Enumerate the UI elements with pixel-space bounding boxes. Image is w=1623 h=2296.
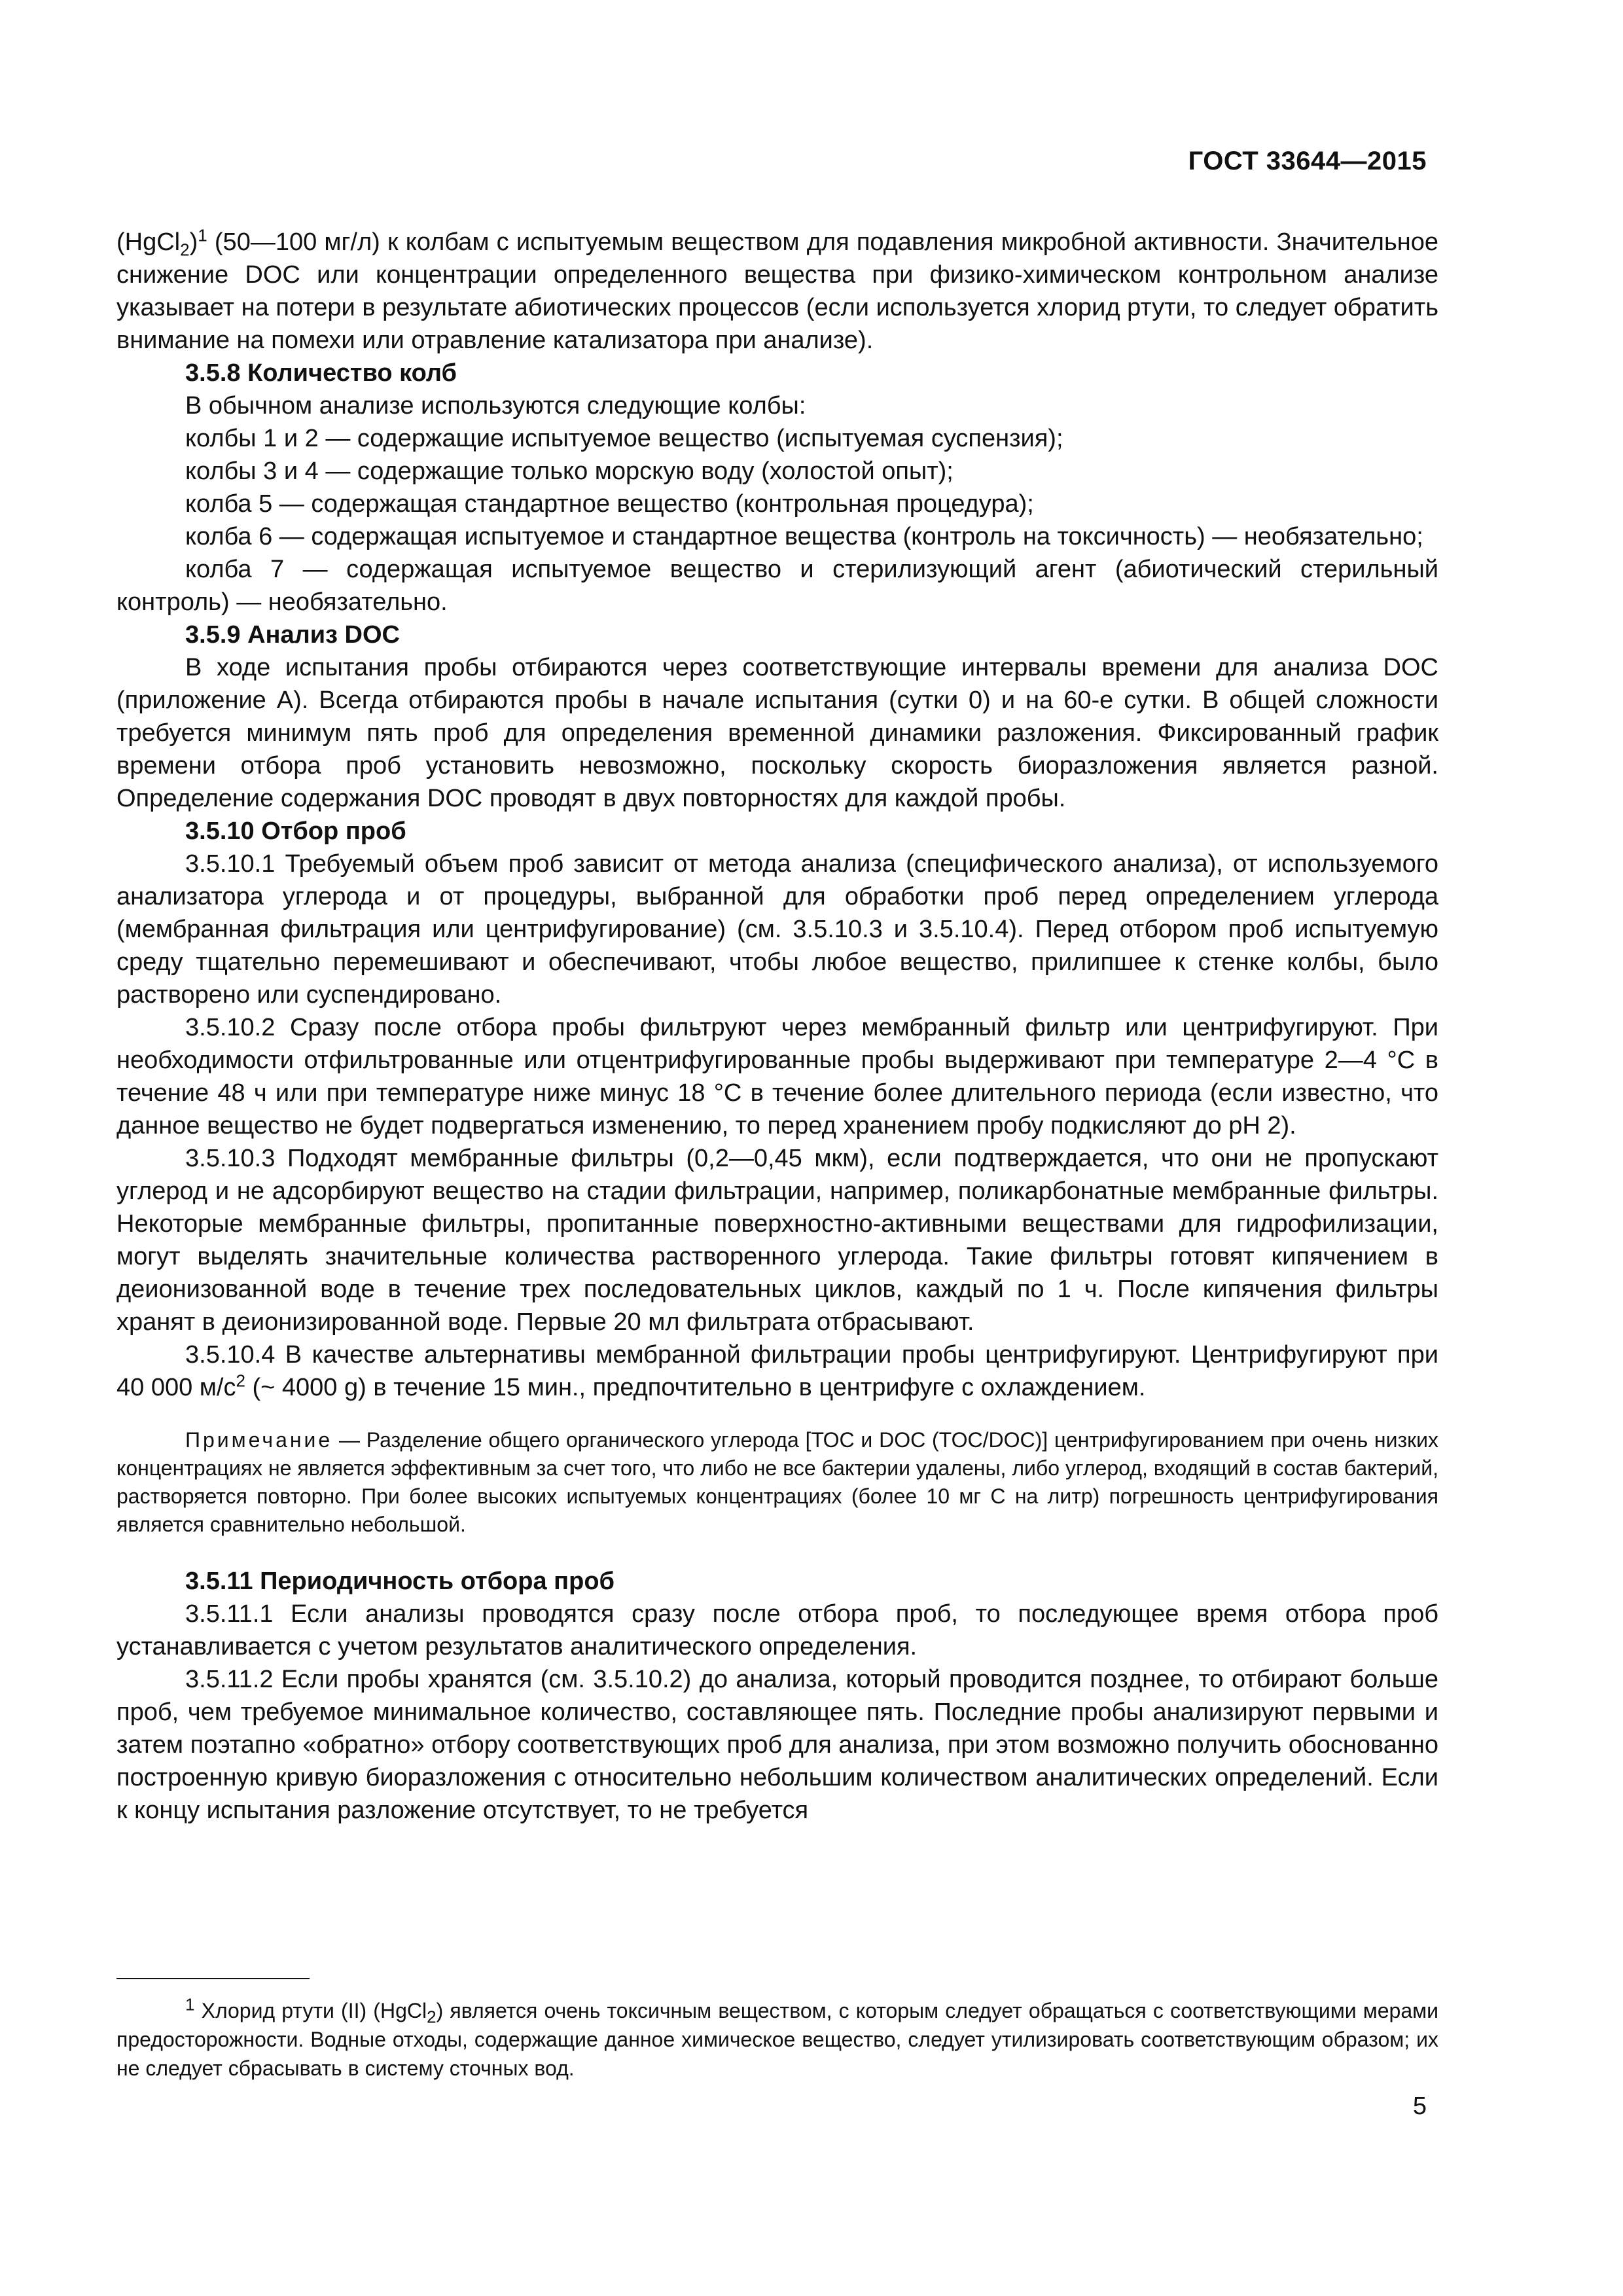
document-id-header: ГОСТ 33644—2015 (1188, 147, 1427, 175)
footnote-divider (116, 1978, 310, 1979)
section-heading-3-5-11: 3.5.11 Периодичность отбора проб (185, 1568, 615, 1595)
body-text (116, 226, 1438, 1827)
paragraph: 3.5.10.3 Подходят мембранные фильтры (0,2—0,45 мкм), если подтверждается, что они не пропускают углерод и не адсорбируют вещество на стадии фильтрации, например, поликарбонатные мембранные фильтры. Некоторые мембранные фильтры, пропитанные поверхностно-активными веществами для гидрофилизации, могут выделять значительные количества растворенного углерода. Такие фильтры готовят кипячением в деионизованной воде в течение трех последовательных циклов, каждый по 1 ч. После кипячения фильтры хранят в деионизированной воде. Первые 20 мл фильтрата отбрасывают. (116, 1145, 1438, 1336)
paragraph: 3.5.10.1 Требуемый объем проб зависит от метода анализа (специфического анализа), от используемого анализатора углерода и от процедуры, выбранной для обработки проб перед определением углерода (мембранная фильтрация или центрифугирование) (см. 3.5.10.3 и 3.5.10.4). Перед отбором проб испытуемую среду тщательно перемешивают и обеспечивают, чтобы любое вещество, прилипшее к стенке колбы, было растворено или суспендировано. (116, 850, 1438, 1009)
paragraph: 3.5.10.2 Сразу после отбора пробы фильтруют через мембранный фильтр или центрифугируют. При необходимости отфильтрованные или отцентрифугированные пробы выдерживают при температуре 2—4 °С в течение 48 ч или при температуре ниже минус 18 °С в течение более длительного периода (если известно, что данное вещество не будет подвергаться изменению, то перед хранением пробу подкисляют до pH 2). (116, 1014, 1438, 1139)
page-number: 5 (1412, 2092, 1427, 2120)
footnote: $^1$ Хлорид ртути (II) (HgCl$_2$) является очень токсичным веществом, с которым следует обращаться с соответствующими мерами предосторожности. Водные отходы, содержащие данное химическое вещество, следует утилизировать соответствующим образом; их не следует сбрасывать в систему сточных вод. (116, 1994, 1439, 2080)
list-item: колбы 3 и 4 — содержащие только морскую воду (холостой опыт); (185, 457, 954, 485)
section-heading-3-5-10: 3.5.10 Отбор проб (185, 817, 406, 845)
note-label: Примечание (185, 1428, 333, 1452)
note: Примечание — Разделение общего органического углерода [ТОС и DOC (TOC/DOC)] центрифугированием при очень низких концентрациях не является эффективным за счет того, что либо не все бактерии удалены, либо углерод, входящий в состав бактерий, растворяется повторно. При более высоких испытуемых концентрациях (более 10 мг С на литр) погрешность центрифугирования является сравнительно небольшой. (116, 1428, 1438, 1536)
paragraph: 3.5.11.1 Если анализы проводятся сразу после отбора проб, то последующее время отбора проб устанавливается с учетом результатов аналитического определения. (116, 1600, 1438, 1660)
footnote-ref: 1 (198, 225, 207, 245)
section-heading-3-5-8: 3.5.8 Количество колб (185, 359, 457, 387)
paragraph-mercury-chloride: (HgCl$_2$)$^1$ (50—100 мг/л) к колбам с испытуемым веществом для подавления микробной активности. Значительное снижение DOC или концентрации определенного вещества при физико-химическом контрольном анализе указывает на потери в результате абиотических процессов (если используется хлорид ртути, то следует обратить внимание на помехи или отравление катализатора при анализе). (116, 225, 1438, 354)
paragraph: 3.5.11.2 Если пробы хранятся (см. 3.5.10.2) до анализа, который проводится позднее, то отбирают больше проб, чем требуемое минимальное количество, составляющее пять. Последние пробы анализируют первыми и затем поэтапно «обратно» отбору соответствующих проб для анализа, при этом возможно получить обоснованно построенную кривую биоразложения с относительно небольшим количеством аналитических определений. Если к концу испытания разложение отсутствует, то не требуется (116, 1666, 1438, 1824)
list-item: колбы 1 и 2 — содержащие испытуемое вещество (испытуемая суспензия); (185, 425, 1063, 452)
section-heading-3-5-9: 3.5.9 Анализ DOC (185, 621, 400, 649)
paragraph: В обычном анализе используются следующие колбы: (185, 392, 806, 420)
list-item: колба 6 — содержащая испытуемое и стандартное вещества (контроль на токсичность) — необязательно; (185, 523, 1423, 550)
paragraph: 3.5.10.4 В качестве альтернативы мембранной фильтрации пробы центрифугируют. Центрифугируют при 40 000 $м/с^2$ (~ 4000 g) в течение 15 мин., предпочтительно в центрифуге с охлаждением. (116, 1341, 1438, 1401)
paragraph: В ходе испытания пробы отбираются через соответствующие интервалы времени для анализа DOC (приложение А). Всегда отбираются пробы в начале испытания (сутки 0) и на 60-е сутки. В общей сложности требуется минимум пять проб для определения временной динамики разложения. Фиксированный график времени отбора проб установить невозможно, поскольку скорость биоразложения является разной. Определение содержания DOC проводят в двух повторностях для каждой пробы. (116, 654, 1438, 812)
list-item: колба 7 — содержащая испытуемое вещество и стерилизующий агент (абиотический стерильный контроль) — необязательно. (116, 556, 1438, 616)
list-item: колба 5 — содержащая стандартное вещество (контрольная процедура); (185, 490, 1034, 518)
